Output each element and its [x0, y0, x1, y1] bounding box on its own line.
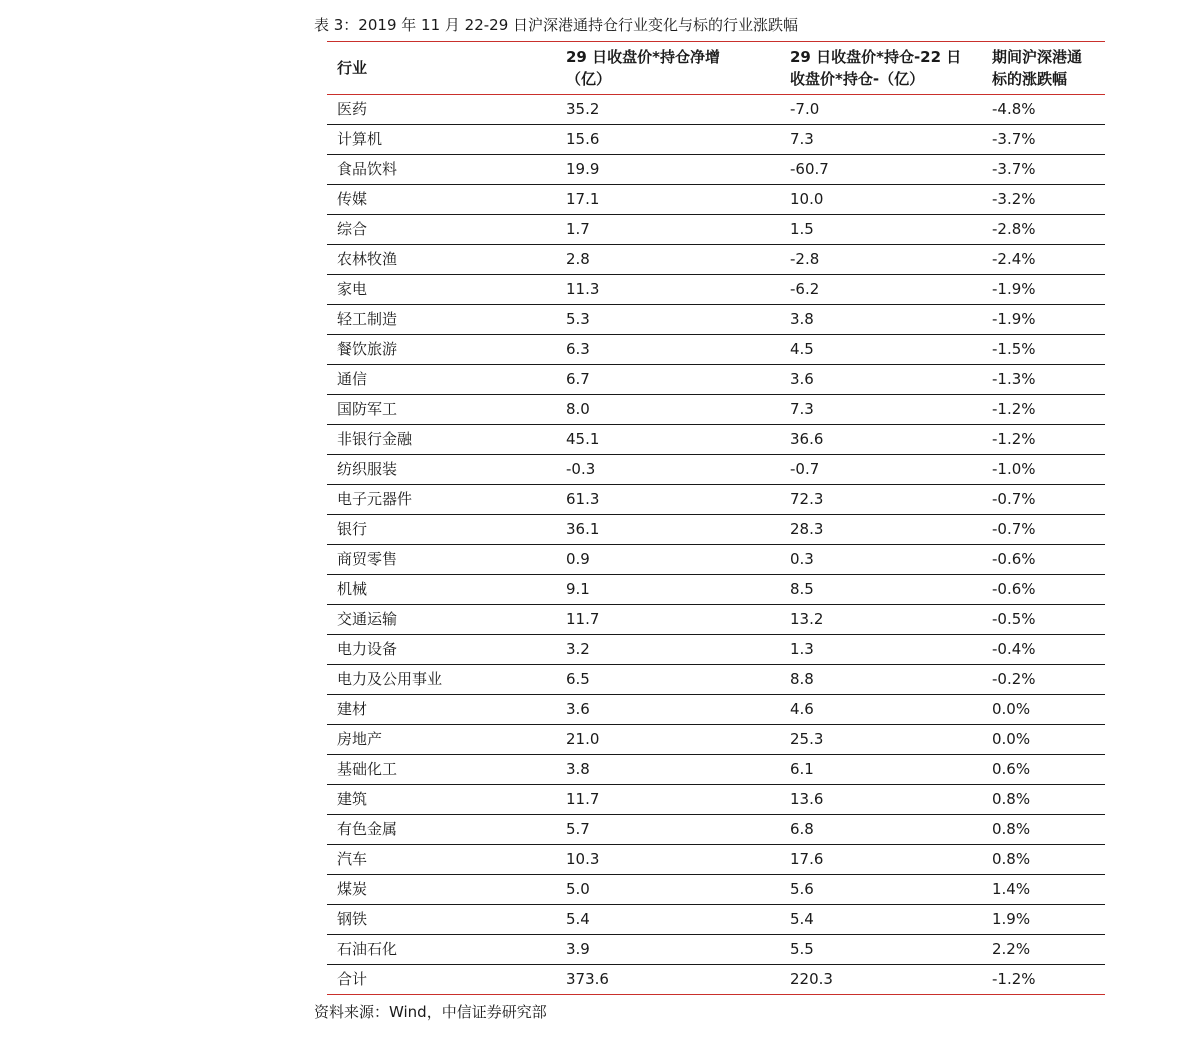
cell-industry: 国防军工: [327, 395, 556, 425]
cell-net-increase: -0.3: [556, 455, 780, 485]
cell-net-increase: 61.3: [556, 485, 780, 515]
cell-holding-change: 7.3: [780, 125, 982, 155]
cell-holding-change: -6.2: [780, 275, 982, 305]
cell-holding-change: 25.3: [780, 725, 982, 755]
cell-holding-change: 8.5: [780, 575, 982, 605]
table-row: [327, 845, 1105, 875]
cell-net-increase: 45.1: [556, 425, 780, 455]
table-row: [327, 365, 1105, 395]
cell-industry: 电子元器件: [327, 485, 556, 515]
table-row: [327, 725, 1105, 755]
header-return: 期间沪深港通 标的涨跌幅: [982, 42, 1105, 95]
cell-net-increase: 6.5: [556, 665, 780, 695]
table-row: [327, 155, 1105, 185]
cell-net-increase: 11.3: [556, 275, 780, 305]
cell-return: -0.7%: [982, 515, 1105, 545]
cell-industry: 非银行金融: [327, 425, 556, 455]
cell-holding-change: 4.6: [780, 695, 982, 725]
cell-net-increase: 15.6: [556, 125, 780, 155]
table-row: [327, 965, 1105, 995]
cell-return: -1.9%: [982, 275, 1105, 305]
cell-industry: 商贸零售: [327, 545, 556, 575]
cell-return: -3.2%: [982, 185, 1105, 215]
cell-industry: 石油石化: [327, 935, 556, 965]
table-row: [327, 905, 1105, 935]
cell-industry: 计算机: [327, 125, 556, 155]
cell-return: 0.8%: [982, 815, 1105, 845]
cell-industry: 通信: [327, 365, 556, 395]
cell-holding-change: 28.3: [780, 515, 982, 545]
cell-return: 0.8%: [982, 845, 1105, 875]
table-row: [327, 575, 1105, 605]
table-header-row: [327, 42, 1105, 95]
table-row: [327, 695, 1105, 725]
cell-return: -1.0%: [982, 455, 1105, 485]
cell-return: -1.2%: [982, 965, 1105, 995]
cell-holding-change: 5.5: [780, 935, 982, 965]
table-row: [327, 455, 1105, 485]
cell-holding-change: 17.6: [780, 845, 982, 875]
cell-holding-change: 6.1: [780, 755, 982, 785]
cell-holding-change: -0.7: [780, 455, 982, 485]
cell-industry: 电力及公用事业: [327, 665, 556, 695]
cell-net-increase: 2.8: [556, 245, 780, 275]
table-row: [327, 245, 1105, 275]
cell-return: -4.8%: [982, 95, 1105, 125]
cell-return: -2.8%: [982, 215, 1105, 245]
cell-industry: 机械: [327, 575, 556, 605]
cell-net-increase: 36.1: [556, 515, 780, 545]
table-row: [327, 605, 1105, 635]
table-row: [327, 815, 1105, 845]
table-row: [327, 935, 1105, 965]
table-row: [327, 545, 1105, 575]
table-row: [327, 95, 1105, 125]
cell-return: 0.8%: [982, 785, 1105, 815]
cell-industry: 电力设备: [327, 635, 556, 665]
table-row: [327, 305, 1105, 335]
cell-industry: 轻工制造: [327, 305, 556, 335]
cell-industry: 有色金属: [327, 815, 556, 845]
table-row: [327, 275, 1105, 305]
cell-net-increase: 6.7: [556, 365, 780, 395]
cell-industry: 煤炭: [327, 875, 556, 905]
cell-industry: 银行: [327, 515, 556, 545]
cell-net-increase: 17.1: [556, 185, 780, 215]
cell-holding-change: 3.8: [780, 305, 982, 335]
cell-net-increase: 3.9: [556, 935, 780, 965]
cell-net-increase: 19.9: [556, 155, 780, 185]
cell-holding-change: 6.8: [780, 815, 982, 845]
cell-net-increase: 5.0: [556, 875, 780, 905]
cell-return: -1.2%: [982, 425, 1105, 455]
cell-holding-change: 1.5: [780, 215, 982, 245]
cell-return: 1.4%: [982, 875, 1105, 905]
cell-net-increase: 1.7: [556, 215, 780, 245]
cell-net-increase: 3.8: [556, 755, 780, 785]
table-row: [327, 125, 1105, 155]
table-row: [327, 485, 1105, 515]
cell-return: -0.6%: [982, 545, 1105, 575]
table-row: [327, 395, 1105, 425]
cell-industry: 建筑: [327, 785, 556, 815]
cell-holding-change: -60.7: [780, 155, 982, 185]
cell-holding-change: 8.8: [780, 665, 982, 695]
cell-return: -0.6%: [982, 575, 1105, 605]
cell-holding-change: 72.3: [780, 485, 982, 515]
cell-return: -1.9%: [982, 305, 1105, 335]
cell-industry: 汽车: [327, 845, 556, 875]
cell-return: -3.7%: [982, 155, 1105, 185]
cell-holding-change: 4.5: [780, 335, 982, 365]
cell-net-increase: 21.0: [556, 725, 780, 755]
holdings-table: [327, 41, 1105, 995]
cell-industry: 医药: [327, 95, 556, 125]
cell-holding-change: 0.3: [780, 545, 982, 575]
cell-holding-change: 13.6: [780, 785, 982, 815]
cell-holding-change: -2.8: [780, 245, 982, 275]
cell-industry: 纺织服装: [327, 455, 556, 485]
cell-net-increase: 3.2: [556, 635, 780, 665]
cell-net-increase: 5.4: [556, 905, 780, 935]
table-caption: 表 3：2019 年 11 月 22-29 日沪深港通持仓行业变化与标的行业涨跌幅: [314, 16, 799, 34]
cell-industry: 合计: [327, 965, 556, 995]
cell-holding-change: 10.0: [780, 185, 982, 215]
cell-return: -3.7%: [982, 125, 1105, 155]
cell-net-increase: 10.3: [556, 845, 780, 875]
source-note: 资料来源：Wind，中信证券研究部: [314, 1003, 547, 1021]
cell-holding-change: 3.6: [780, 365, 982, 395]
cell-return: -1.5%: [982, 335, 1105, 365]
cell-industry: 食品饮料: [327, 155, 556, 185]
table-row: [327, 185, 1105, 215]
cell-return: 0.6%: [982, 755, 1105, 785]
cell-return: 0.0%: [982, 725, 1105, 755]
cell-return: -0.2%: [982, 665, 1105, 695]
cell-industry: 传媒: [327, 185, 556, 215]
table-row: [327, 875, 1105, 905]
cell-industry: 钢铁: [327, 905, 556, 935]
cell-industry: 餐饮旅游: [327, 335, 556, 365]
cell-net-increase: 9.1: [556, 575, 780, 605]
table-row: [327, 335, 1105, 365]
cell-net-increase: 6.3: [556, 335, 780, 365]
cell-industry: 家电: [327, 275, 556, 305]
cell-industry: 综合: [327, 215, 556, 245]
cell-net-increase: 373.6: [556, 965, 780, 995]
cell-holding-change: 13.2: [780, 605, 982, 635]
cell-return: -1.2%: [982, 395, 1105, 425]
table-row: [327, 665, 1105, 695]
cell-holding-change: 220.3: [780, 965, 982, 995]
table-row: [327, 785, 1105, 815]
header-holding-change: 29 日收盘价*持仓-22 日 收盘价*持仓-（亿）: [780, 42, 982, 95]
cell-industry: 交通运输: [327, 605, 556, 635]
cell-net-increase: 5.3: [556, 305, 780, 335]
cell-holding-change: 5.4: [780, 905, 982, 935]
cell-return: -0.7%: [982, 485, 1105, 515]
cell-net-increase: 11.7: [556, 605, 780, 635]
cell-net-increase: 5.7: [556, 815, 780, 845]
cell-industry: 农林牧渔: [327, 245, 556, 275]
cell-return: 0.0%: [982, 695, 1105, 725]
header-net-increase: 29 日收盘价*持仓净增 （亿）: [556, 42, 780, 95]
cell-holding-change: 36.6: [780, 425, 982, 455]
cell-industry: 基础化工: [327, 755, 556, 785]
cell-holding-change: 7.3: [780, 395, 982, 425]
table-row: [327, 215, 1105, 245]
cell-industry: 建材: [327, 695, 556, 725]
table-row: [327, 515, 1105, 545]
cell-return: -0.5%: [982, 605, 1105, 635]
cell-holding-change: 1.3: [780, 635, 982, 665]
cell-net-increase: 8.0: [556, 395, 780, 425]
cell-net-increase: 0.9: [556, 545, 780, 575]
cell-return: -1.3%: [982, 365, 1105, 395]
header-industry: 行业: [327, 42, 556, 95]
cell-holding-change: 5.6: [780, 875, 982, 905]
table-row: [327, 755, 1105, 785]
table-row: [327, 635, 1105, 665]
cell-holding-change: -7.0: [780, 95, 982, 125]
cell-net-increase: 3.6: [556, 695, 780, 725]
cell-net-increase: 11.7: [556, 785, 780, 815]
cell-return: 1.9%: [982, 905, 1105, 935]
cell-return: -2.4%: [982, 245, 1105, 275]
cell-return: -0.4%: [982, 635, 1105, 665]
cell-return: 2.2%: [982, 935, 1105, 965]
cell-net-increase: 35.2: [556, 95, 780, 125]
table-row: [327, 425, 1105, 455]
cell-industry: 房地产: [327, 725, 556, 755]
